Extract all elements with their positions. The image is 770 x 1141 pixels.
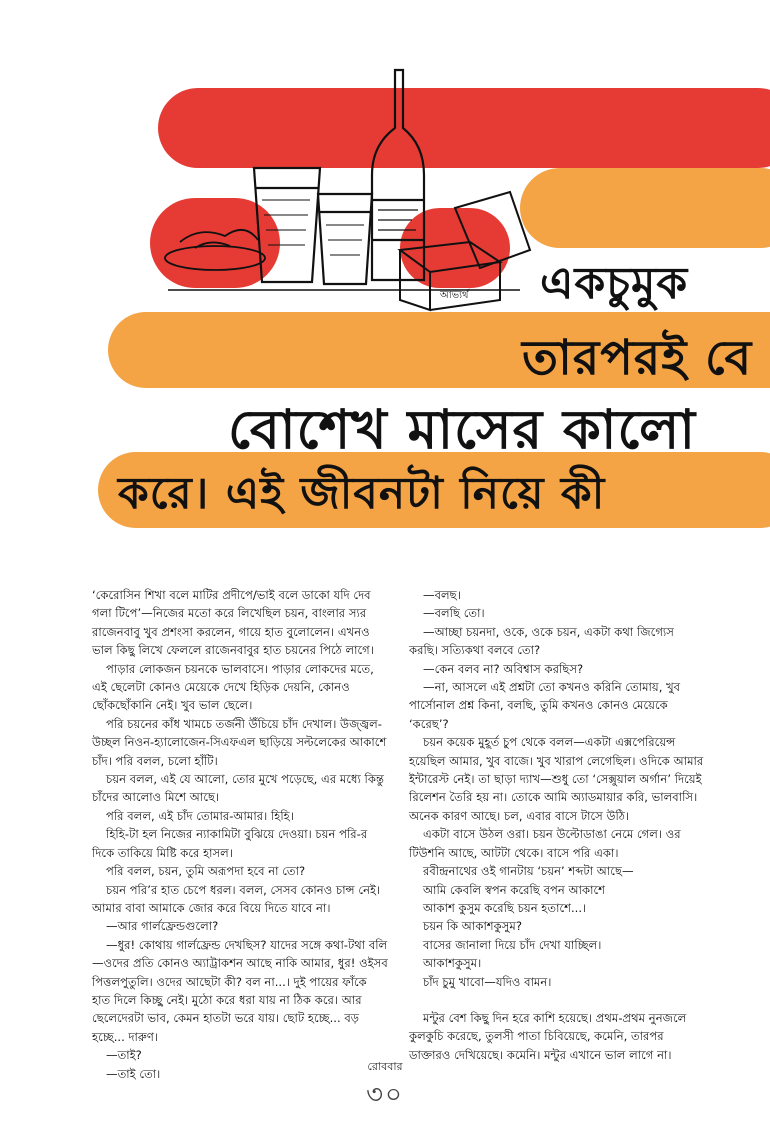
headline-line-3: বোশেখ মাসের কালো xyxy=(228,397,697,461)
article-column-2 xyxy=(409,586,705,1064)
paragraph: —আর গার্লফ্রেন্ডগুলো? xyxy=(106,919,219,934)
paragraph: আকাশকুসুম। xyxy=(423,956,482,971)
paragraph: পরি চয়নের কাঁধ খামচে তর্জনী উঁচিয়ে চাঁদ দেখাল। উজ্জ্বল-উচ্ছল নিওন-হ্যালোজেন-সিএফএল ছাড়িয়ে সল্টলেকের আকাশে চাঁদ। পরি বলল, চলো হাঁটি। xyxy=(92,716,387,768)
paragraph: রবীন্দ্রনাথের ওই গানটায় ‘চয়ন’ শব্দটা আছে— xyxy=(423,864,634,879)
article-column-1 xyxy=(92,586,388,1083)
paragraph: চয়ন বলল, এই যে আলো, তোর মুখে পড়েছে, এর মধ্যে কিন্তু চাঁদের আলোও মিশে আছে। xyxy=(92,772,384,805)
box-label: আভ্যর্থ xyxy=(440,290,469,301)
paragraph: চয়ন কি আকাশকুসুম? xyxy=(423,919,523,934)
headline-line-4: করে। এই জীবনটা নিয়ে কী xyxy=(118,468,606,519)
paragraph: —তাই তো। xyxy=(106,1066,161,1081)
paragraph: মন্টুর বেশ কিছু দিন হরে কাশি হয়েছে। প্রথম-প্রথম নুনজলে কুলকুচি করেছে, তুলসী পাতা চিবিয়েছে, কমেনি, তারপর ডাক্তারও দেখিয়েছে। কমেনি। মন্টুর এখানে ভাল লাগে না। xyxy=(409,1010,687,1062)
paragraph: চয়ন পরি’র হাত চেপে ধরল। বলল, সেসব কোনও চান্স নেই। আমার বাবা আমাকে জোর করে বিয়ে দিতে যাবে না। xyxy=(92,882,381,915)
paragraph: —বলছি তো। xyxy=(423,606,485,621)
paragraph: —তাই? xyxy=(106,1048,142,1063)
paragraph: —বলছ। xyxy=(423,588,461,602)
paragraph: —কেন বলব না? অবিশ্বাস করছিস? xyxy=(423,661,584,676)
page-number: ৩০ xyxy=(366,1080,404,1110)
headline-line-1: একচুমুক xyxy=(540,258,689,309)
paragraph: হিহি-টা হল নিজের ন্যাকামিটা বুঝিয়ে দেওয়া। চয়ন পরি-র দিকে তাকিয়ে মিষ্টি করে হাসল। xyxy=(92,827,368,860)
paragraph: বাসের জানালা দিয়ে চাঁদ দেখা যাচ্ছিল। xyxy=(423,937,602,952)
paragraph: পরি বলল, এই চাঁদ তোমার-আমার। হিহি। xyxy=(106,808,294,823)
paragraph: চাঁদ চুমু খাবো—যদিও বামন। xyxy=(423,974,552,989)
magazine-name: রোববার xyxy=(367,1060,403,1073)
paragraph: পরি বলল, চয়ন, তুমি অরূপদা হবে না তো? xyxy=(106,864,306,879)
paragraph: —আচ্ছা চয়নদা, ওকে, ওকে চয়ন, একটা কথা জিগ্যেস করছি। সত্যিকথা বলবে তো? xyxy=(409,624,674,658)
verse-line: আমি কেবলি স্বপন করেছি বপন আকাশে xyxy=(423,882,606,897)
paragraph: পাড়ার লোকজন চয়নকে ভালবাসে। পাড়ার লোকদের মতে, এই ছেলেটা কোনও মেয়েকে দেখে হিড়িক দেয়নি, কোনও ছোঁকছোঁকানি নেই। খুব ভাল ছেলে। xyxy=(92,661,374,713)
headline xyxy=(0,0,770,560)
paragraph: চয়ন কয়েক মুহূর্ত চুপ থেকে বলল—একটা এক্সপেরিয়েন্স হয়েছিল আমার, খুব বাজে। খুব খারাপ লেগেছিল। ওদিকে আমার ইন্টারেস্ট নেই। তা ছাড়া দ্যাখ—শুধু তো ‘সেক্সুয়াল অর্গান’ দিয়েই রিলেশন তৈরি হয় না। তোকে আমি অ্যাডমায়ার করি, ভালবাসি। অনেক কারণ আছে। চল, এবার বাসে টাসে উঠি। xyxy=(409,735,704,823)
verse-line: আকাশ কুসুম করেছি চয়ন হতাশে...। xyxy=(423,900,587,915)
paragraph: একটা বাসে উঠল ওরা। চয়ন উল্টোডাঙা নেমে গেল। ওর টিউশনি আছে, আটটা থেকে। বাসে পরি একা। xyxy=(409,827,681,860)
headline-line-2: তারপরই বে xyxy=(522,330,753,386)
paragraph: ‘কেরোসিন শিখা বলে মাটির প্রদীপে/ভাই বলে ডাকো যদি দেব গলা টিপে’—নিজের মতো করে লিখেছিল চয়ন, বাংলার স্যর রাজেনবাবু খুব প্রশংসা করলেন, গায়ে হাত বুলোলেন। এখনও ভাল কিছু লিখে ফেললে রাজেনবাবুর হাত চয়নের পিঠে লাগে। xyxy=(92,588,374,658)
paragraph: —ধুর! কোথায় গার্লফ্রেন্ড দেখছিস? যাদের সঙ্গে কথা-টথা বলি—ওদের প্রতি কোনও অ্যাট্রাকশন আছে নাকি আমার, ধুর! ওইসব পিত্তলপুতুলি। ওদের আছেটা কী? বল না...। দুই পায়ের ফাঁকে হাত দিলে কিচ্ছু নেই। মুঠো করে ধরা যায় না ঠিক করে। আর ছেলেদেরটা ভাব, কেমন হাতটা ভরে যায়। ছোট হচ্ছে... বড় হচ্ছে... দারুণ। xyxy=(92,937,388,1044)
paragraph: —না, আসলে এই প্রশ্নটা তো কখনও করিনি তোমায়, খুব পার্সোনাল প্রশ্ন কিনা, বলছি, তুমি কখনও কোনও মেয়েকে ‘করেছ’? xyxy=(409,680,681,731)
